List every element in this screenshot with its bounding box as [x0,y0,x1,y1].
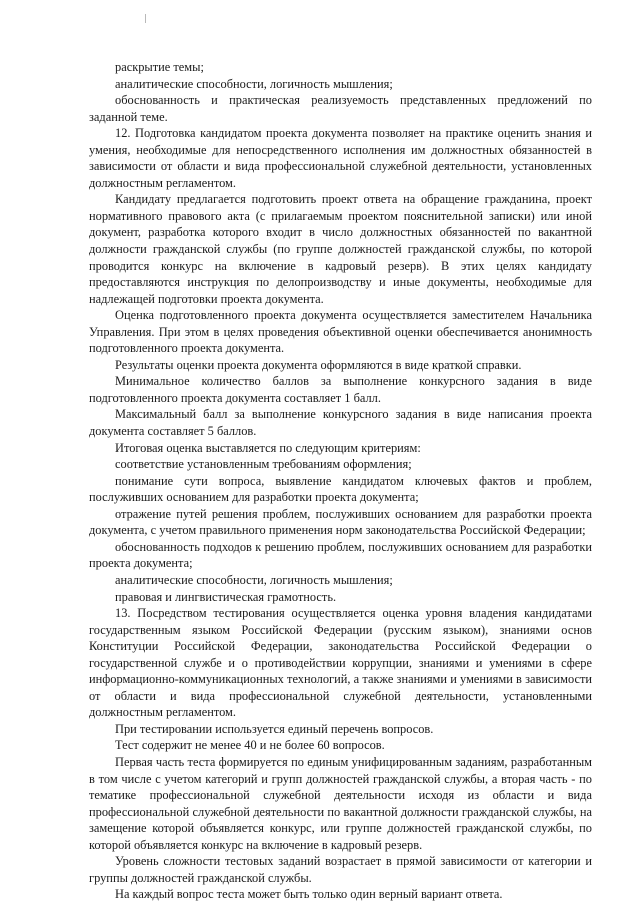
paragraph-candidate-task: Кандидату предлагается подготовить проект ответа на обращение гражданина, проект нормативного правового акта (с прилагаемым проектом пояснительной записки) или иной документ, разработка которого входит в число должностных обязанностей по вакантной должности гражданской службы (по группе должностей гражданской службы, по которой проводится конкурс на включение в кадровый резерв). В этих целях кандидату предоставляются инструкция по делопроизводству и иные документы, необходимые для надлежащей подготовки проекта документа. [89,192,592,306]
paragraph-criterion-solutions: отражение путей решения проблем, послуживших основанием для разработки проекта документа, с учетом правильного применения норм законодательства Российской Федерации; [89,506,592,538]
paragraph-single-answer: На каждый вопрос теста может быть только один верный вариант ответа. [115,887,503,902]
paragraph-criterion-understanding: понимание сути вопроса, выявление кандидатом ключевых фактов и проблем, послуживших основанием для разработки проекта документа; [89,473,592,505]
paragraph-criterion-analytics: аналитические способности, логичность мышления; [115,572,393,587]
paragraph-question-count: Тест содержит не менее 40 и не более 60 вопросов. [115,738,385,753]
paragraph-difficulty: Уровень сложности тестовых заданий возрастает в прямой зависимости от категории и группы должностей гражданской службы. [89,854,592,885]
paragraph-topic-disclosure: раскрытие темы; [115,60,204,74]
document-body [89,59,592,903]
paragraph-proposals-validity: обоснованность и практическая реализуемость представленных предложений по заданной теме. [89,93,592,124]
paragraph-min-score: Минимальное количество баллов за выполнение конкурсного задания в виде подготовленного проекта документа составляет 1 балл. [89,374,592,405]
paragraph-test-parts: Первая часть теста формируется по единым унифицированным заданиям, разработанным в том числе с учетом категорий и групп должностей гражданской службы, а вторая часть - по тематике профессиональной служебной деятельности исходя из области и вида профессиональной служебной деятельности по вакантной должности гражданской службы, на замещение которой объявляется конкурс, или группе должностей гражданской службы, по которой объявляется конкурс на включение в кадровый резерв. [89,754,592,852]
paragraph-evaluation: Оценка подготовленного проекта документа осуществляется заместителем Начальника Управления. При этом в целях проведения объективной оценки обеспечивается анонимность подготовленного проекта документа. [89,308,592,356]
paragraph-item-12: 12. Подготовка кандидатом проекта документа позволяет на практике оценить знания и умения, необходимые для непосредственного исполнения им должностных обязанностей в зависимости от области и вида профессиональной служебной деятельности, установленных должностным регламентом. [89,126,592,190]
paragraph-results: Результаты оценки проекта документа оформляются в виде краткой справки. [115,357,522,372]
paragraph-analytical-abilities: аналитические способности, логичность мышления; [115,76,393,91]
paragraph-criteria-intro: Итоговая оценка выставляется по следующим критериям: [115,440,421,455]
paragraph-item-13: 13. Посредством тестирования осуществляется оценка уровня владения кандидатами государственным языком Российской Федерации (русским языком), знаниями основ Конституции Российской Федерации, законодательства Российской Федерации о государственной службе и о противодействии коррупции, знаниями и умениями в сфере информационно-коммуникационных технологий, а также знаниями и умениями в зависимости от области и вида профессиональной служебной деятельности, установленными должностным регламентом. [89,606,592,720]
paragraph-max-score: Максимальный балл за выполнение конкурсного задания в виде написания проекта документа составляет 5 баллов. [89,407,592,439]
paragraph-single-question-list: При тестировании используется единый перечень вопросов. [115,721,434,736]
paragraph-criterion-literacy: правовая и лингвистическая грамотность. [115,589,337,604]
scan-mark [145,14,146,23]
paragraph-criterion-formatting: соответствие установленным требованиям оформления; [115,457,412,472]
paragraph-criterion-approaches: обоснованность подходов к решению проблем, послуживших основанием для разработки проекта документа; [89,539,592,571]
